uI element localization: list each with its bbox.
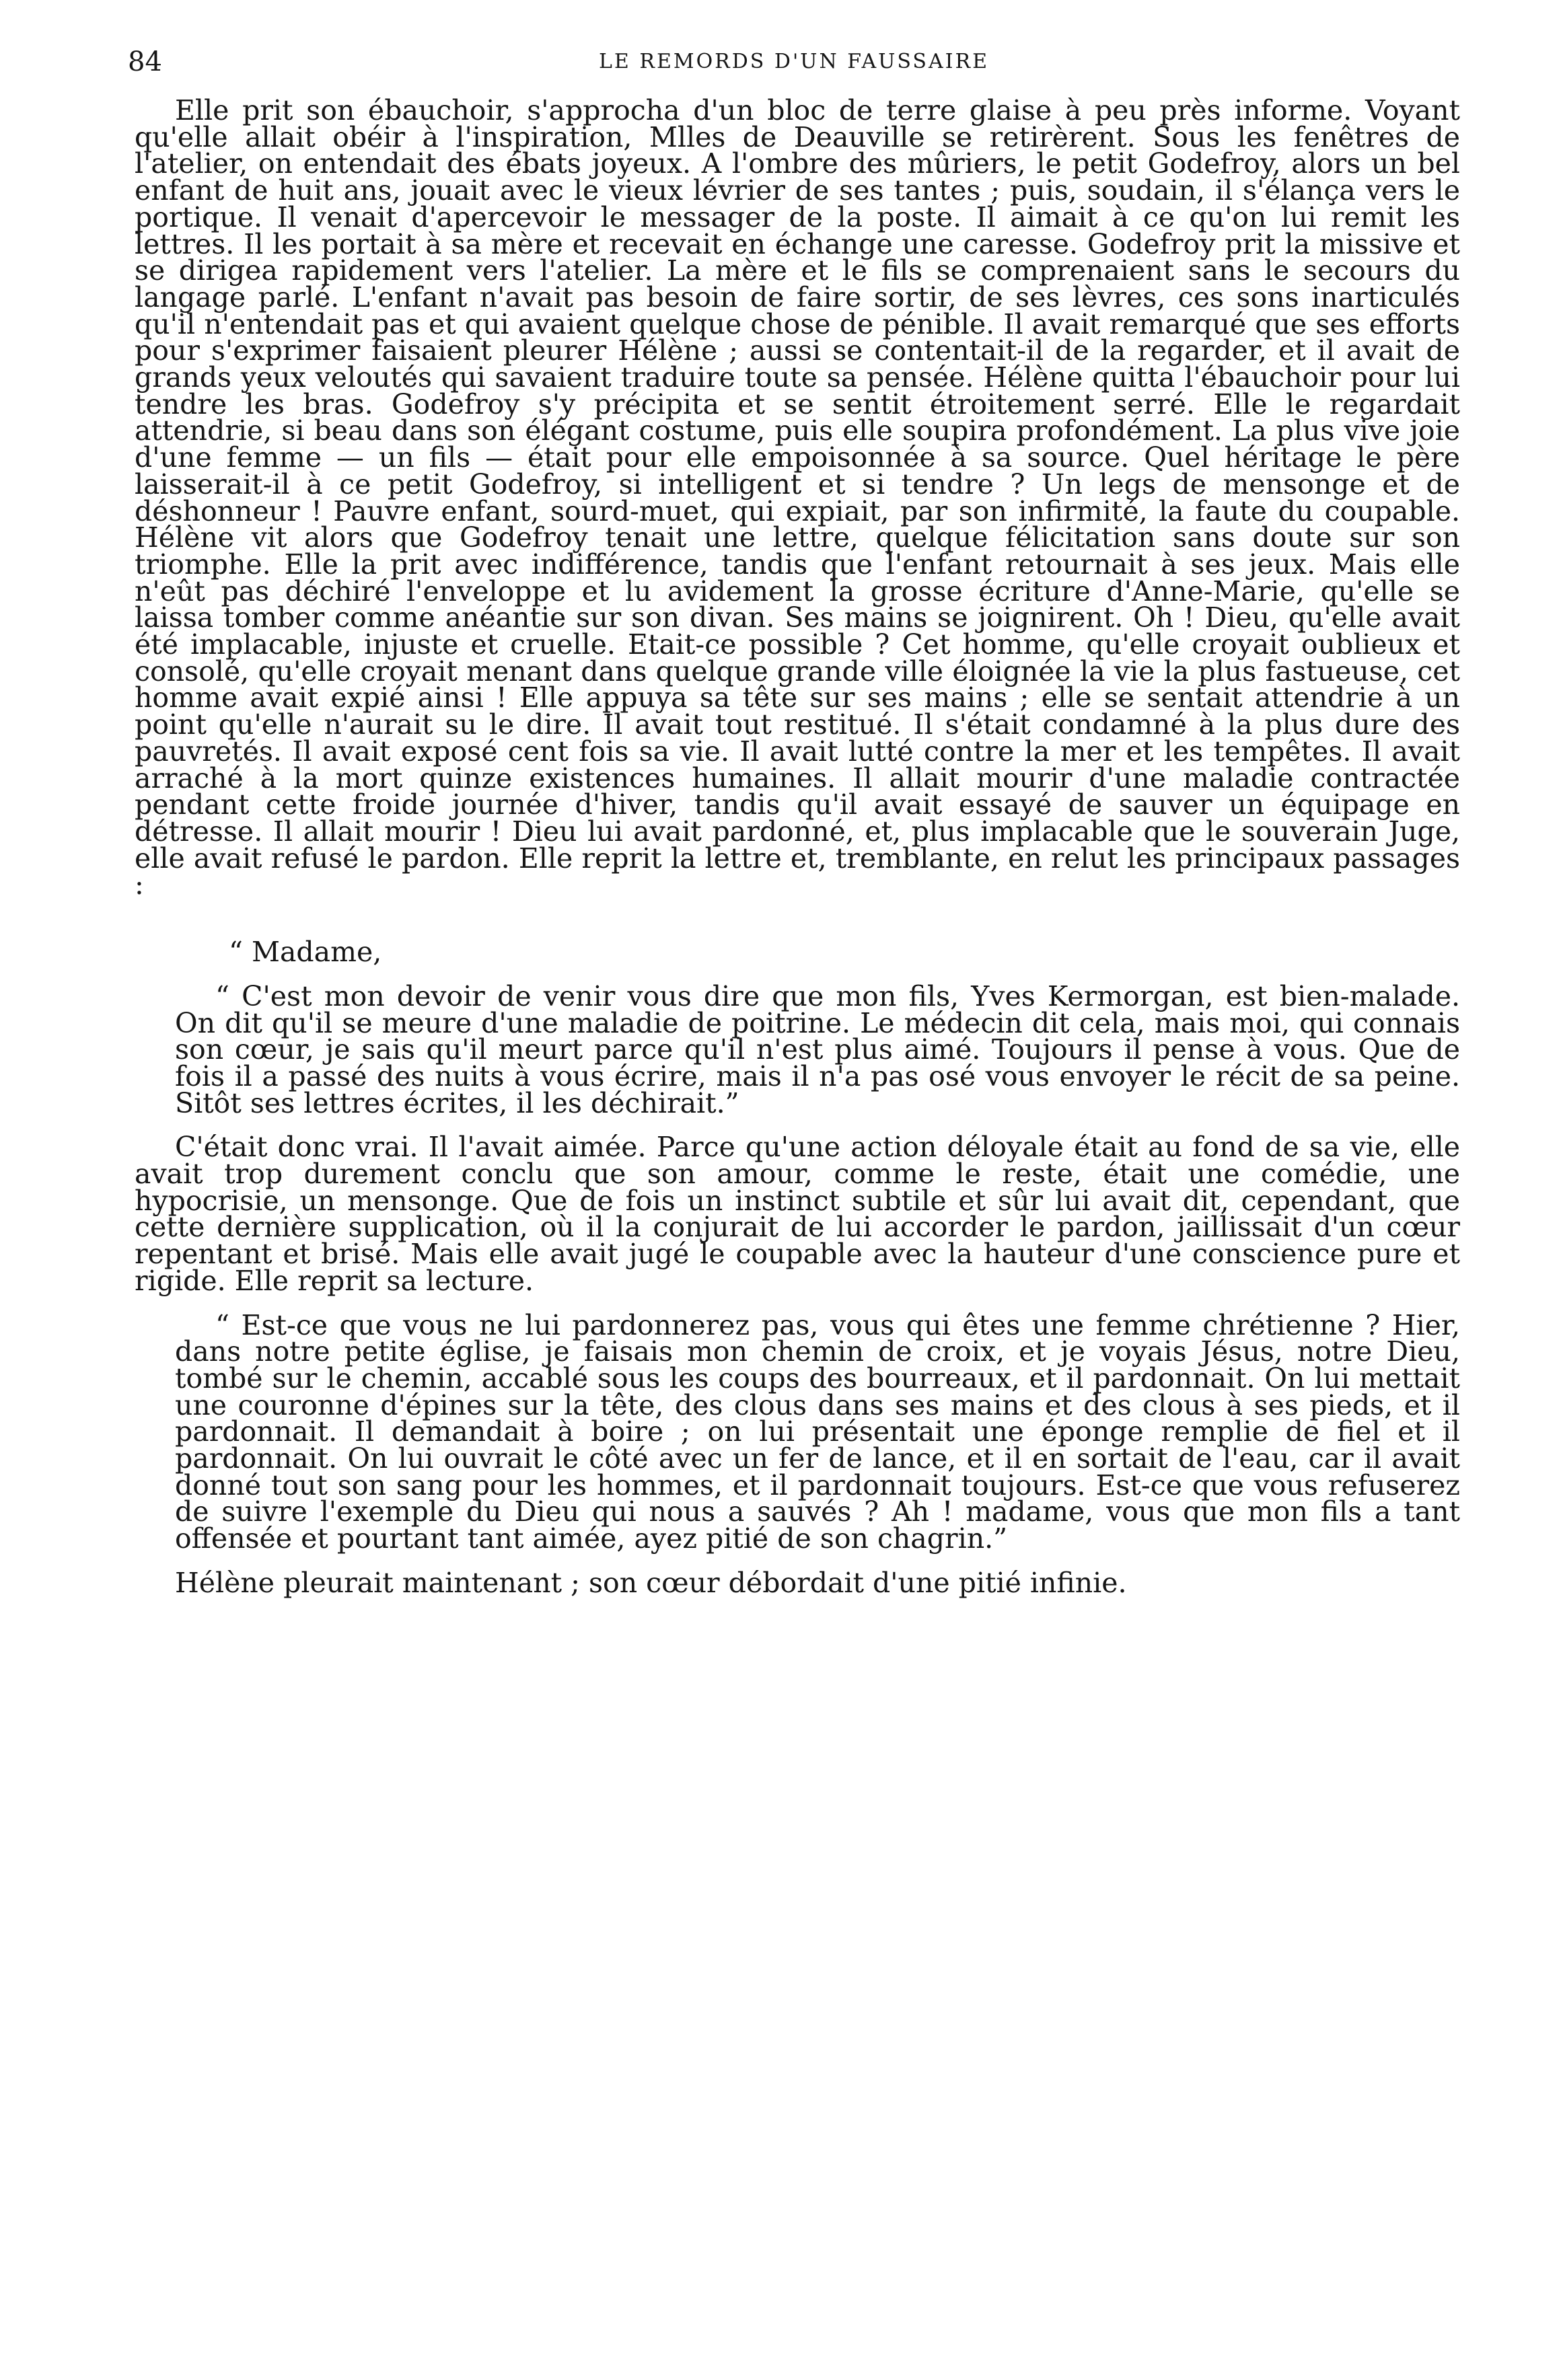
running-title: LE REMORDS D'UN FAUSSAIRE [599,50,989,73]
paragraph-closing: Hélène pleurait maintenant ; son cœur débordait d'une pitié infinie. [175,1566,1127,1599]
page-header [128,42,1460,82]
letter-excerpt: “ C'est mon devoir de venir vous dire que mon fils, Yves Kermorgan, est bien-malade. On dit qu'il se meure d'une maladie de poitrine. Le médecin dit cela, mais moi, qui connais son cœur, je sais qu'il meurt parce qu'il n'est plus aimé. Toujours il pense à vous. Que de fois il a passé des nuits à vous écrire, mais il n'a pas osé vous envoyer le récit de sa peine. Sitôt ses lettres écrites, il les déchirait.” [175,979,1460,1119]
letter-salutation: “ Madame, [229,936,382,969]
letter-excerpt-continued: “ Est-ce que vous ne lui pardonnerez pas, vous qui êtes une femme chrétienne ? Hier, dans notre petite église, je faisais mon chemin de croix, et je voyais Jésus, notre Dieu, tombé sur le chemin, accablé sous les coups des bourreaux, et il pardonnait. On lui mettait une couronne d'épines sur la tête, des clous dans ses mains et des clous à ses pieds, et il pardonnait. Il demandait à boire ; on lui présentait une éponge remplie de fiel et il pardonnait. On lui ouvrait le côté avec un fer de lance, et il en sortait de l'eau, car il avait donné tout son sang pour les hommes, et il pardonnait toujours. Est-ce que vous refuserez de suivre l'exemple du Dieu qui nous a sauvés ? Ah ! madame, vous que mon fils a tant offensée et pourtant tant aimée, ayez pitié de son chagrin.” [175,1308,1460,1555]
paragraph-narrative: Elle prit son ébauchoir, s'approcha d'un bloc de terre glaise à peu près informe. Voyant qu'elle allait obéir à l'inspiration, Mlles de Deauville se retirèrent. Sous les fenêtres de l'atelier, on entendait des ébats joyeux. A l'ombre des mûriers, le petit Godefroy, alors un bel enfant de huit ans, jouait avec le vieux lévrier de ses tantes ; puis, soudain, il s'élança vers le portique. Il venait d'apercevoir le messager de la poste. Il aimait à ce qu'on lui remit les lettres. Il les portait à sa mère et recevait en échange une caresse. Godefroy prit la missive et se dirigea rapidement vers l'atelier. La mère et le fils se comprenaient sans le secours du langage parlé. L'enfant n'avait pas besoin de faire sortir, de ses lèvres, ces sons inarticulés qu'il n'entendait pas et qui avaient quelque chose de pénible. Il avait remarqué que ses efforts pour s'exprimer faisaient pleurer Hélène ; aussi se contentait-il de la regarder, et il avait de grands yeux veloutés qui savaient traduire toute sa pensée. Hélène quitta l'ébauchoir pour lui tendre les bras. Godefroy s'y précipita et se sentit étroitement serré. Elle le regardait attendrie, si beau dans son élégant costume, puis elle soupira profondément. La plus vive joie d'une femme — un fils — était pour elle empoisonnée à sa source. Quel héritage le père laisserait-il à ce petit Godefroy, si intelligent et si tendre ? Un legs de mensonge et de déshonneur ! Pauvre enfant, sourd-muet, qui expiait, par son infirmité, la faute du coupable. Hélène vit alors que Godefroy tenait une lettre, quelque félicitation sans doute sur son triomphe. Elle la prit avec indifférence, tandis que l'enfant retournait à ses jeux. Mais elle n'eût pas déchiré l'enveloppe et lu avidement la grosse écriture d'Anne-Marie, qu'elle se laissa tomber comme anéantie sur son divan. Ses mains se joignirent. Oh ! Dieu, qu'elle avait été implacable, injuste et cruelle. Etait-ce possible ? Cet homme, qu'elle croyait oublieux et consolé, qu'elle croyait menant dans quelque grande ville éloignée la vie la plus fastueuse, cet homme avait expié ainsi ! Elle appuya sa tête sur ses mains ; elle se sentait attendrie à un point qu'elle n'aurait su le dire. Il avait tout restitué. Il s'était condamné à la plus dure des pauvretés. Il avait exposé cent fois sa vie. Il avait lutté contre la mer et les tempêtes. Il avait arraché à la mort quinze existences humaines. Il allait mourir d'une maladie contractée pendant cette froide journée d'hiver, tandis qu'il avait essayé de sauver un équipage en détresse. Il allait mourir ! Dieu lui avait pardonné, et, plus implacable que le souverain Juge, elle avait refusé le pardon. Elle reprit la lettre et, tremblante, en relut les principaux passages : [135,94,1460,901]
body-text [135,94,1460,1599]
paragraph-reflection: C'était donc vrai. Il l'avait aimée. Parce qu'une action déloyale était au fond de sa vie, elle avait trop durement conclu que son amour, comme le reste, était une comédie, une hypocrisie, un mensonge. Que de fois un instinct subtile et sûr lui avait dit, cependant, que cette dernière supplication, où il la conjurait de lui accorder le pardon, jaillissait d'un cœur repentant et brisé. Mais elle avait jugé le coupable avec la hauteur d'une conscience pure et rigide. Elle reprit sa lecture. [135,1131,1460,1297]
page-number: 84 [128,46,162,77]
